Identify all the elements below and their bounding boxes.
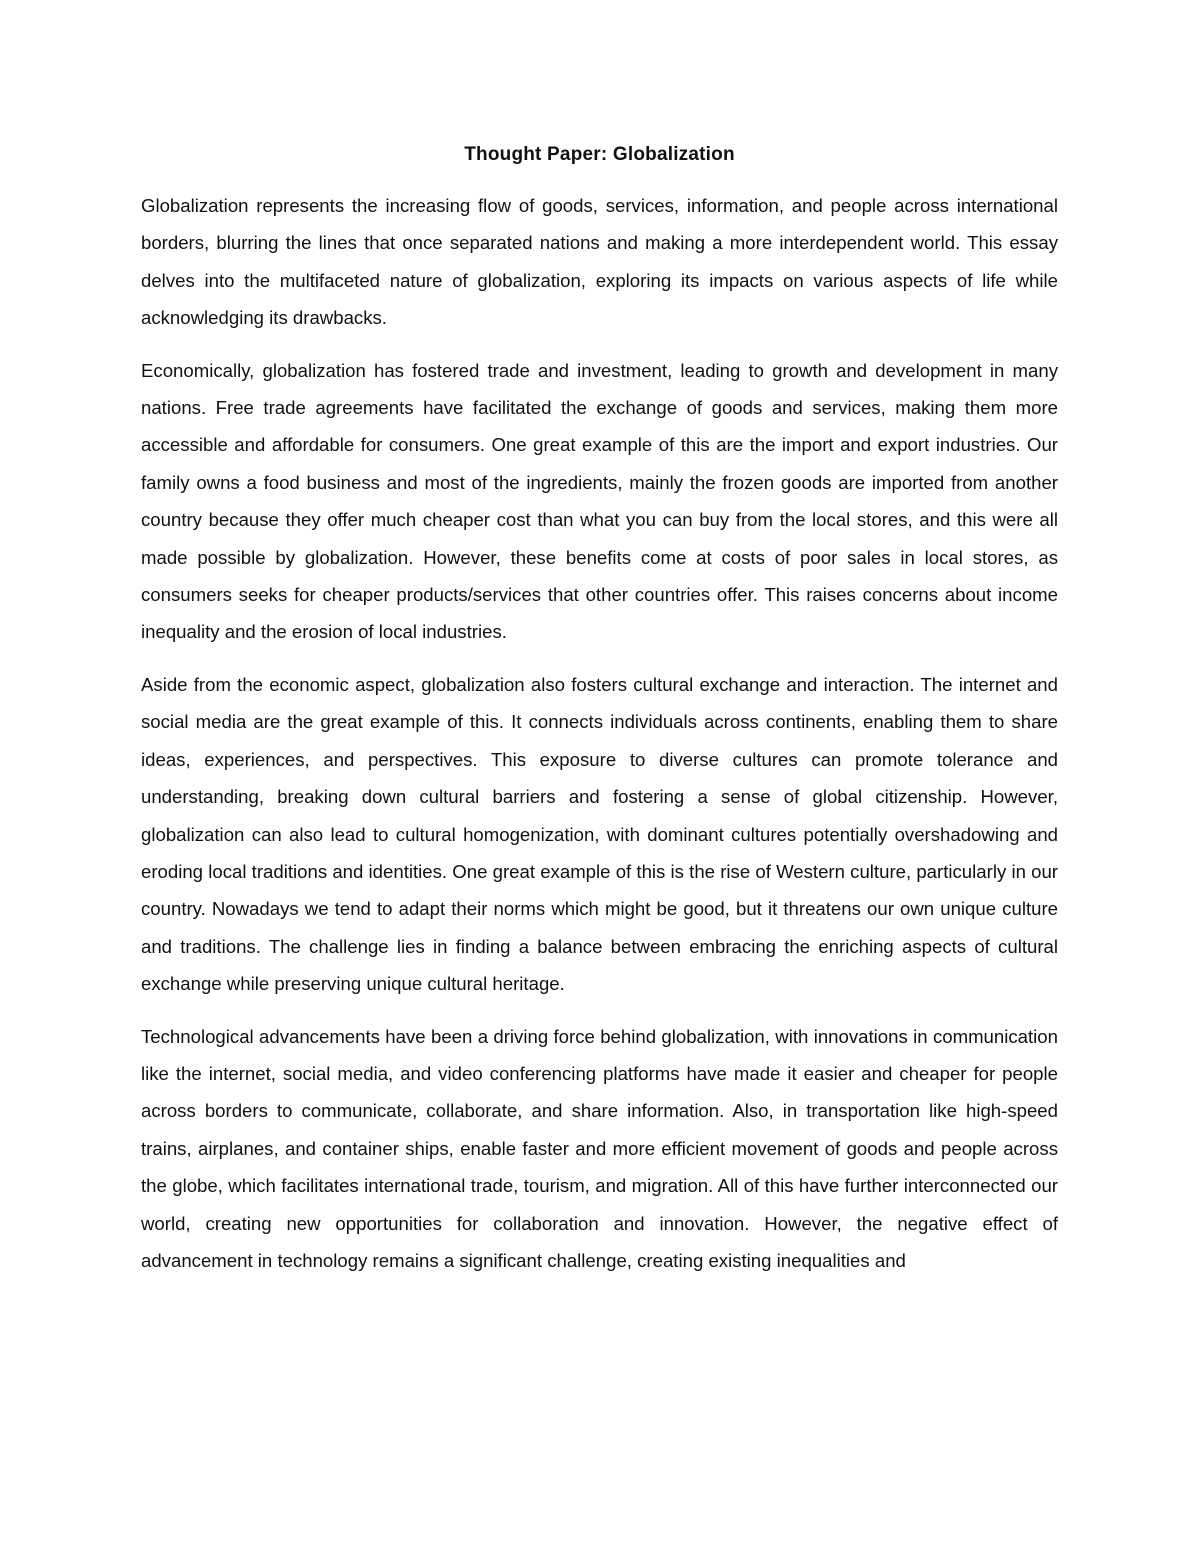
page-title: Thought Paper: Globalization xyxy=(464,144,735,165)
paragraph-economic: Economically, globalization has fostered trade and investment, leading to growth and development in many nations. Free trade agreements have facilitated the exchange of goods and services, making them more accessible and affordable for consumers. One great example of this are the import and export industries. Our family owns a food business and most of the ingredients, mainly the frozen goods are imported from another country because they offer much cheaper cost than what you can buy from the local stores, and this were all made possible by globalization. However, these benefits come at costs of poor sales in local stores, as consumers seeks for cheaper products/services that other countries offer. This raises concerns about income inequality and the erosion of local industries. xyxy=(141,359,1058,643)
paragraph-technological: Technological advancements have been a driving force behind globalization, with innovations in communication like the internet, social media, and video conferencing platforms have made it easier and cheaper for people across borders to communicate, collaborate, and share information. Also, in transportation like high-speed trains, airplanes, and container ships, enable faster and more efficient movement of goods and people across the globe, which facilitates international trade, tourism, and migration. All of this have further interconnected our world, creating new opportunities for collaboration and innovation. However, the negative effect of advancement in technology remains a significant challenge, creating existing inequalities and xyxy=(141,1025,1058,1271)
document-body xyxy=(141,140,1058,1279)
paragraph-introduction: Globalization represents the increasing flow of goods, services, information, and people across international borders, blurring the lines that once separated nations and making a more interdependent world. This essay delves into the multifaceted nature of globalization, exploring its impacts on various aspects of life while acknowledging its drawbacks. xyxy=(141,195,1058,329)
paragraph-cultural: Aside from the economic aspect, globalization also fosters cultural exchange and interaction. The internet and social media are the great example of this. It connects individuals across continents, enabling them to share ideas, experiences, and perspectives. This exposure to diverse cultures can promote tolerance and understanding, breaking down cultural barriers and fostering a sense of global citizenship. However, globalization can also lead to cultural homogenization, with dominant cultures potentially overshadowing and eroding local traditions and identities. One great example of this is the rise of Western culture, particularly in our country. Nowadays we tend to adapt their norms which might be good, but it threatens our own unique culture and traditions. The challenge lies in finding a balance between embracing the enriching aspects of cultural exchange while preserving unique cultural heritage. xyxy=(141,673,1058,995)
